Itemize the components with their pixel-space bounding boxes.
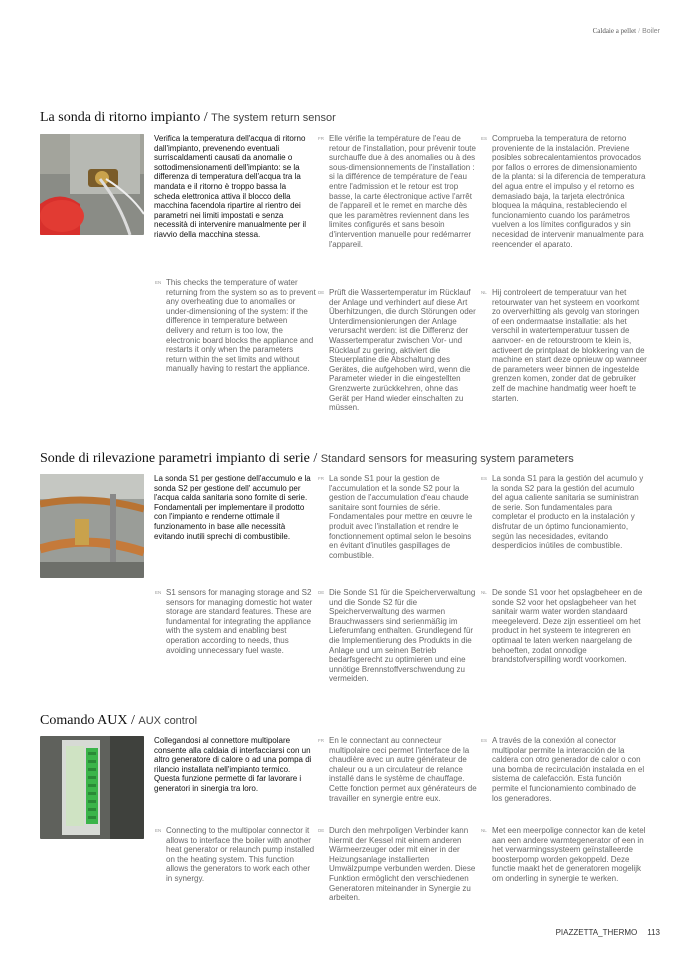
header-subtitle: Boiler — [642, 28, 660, 35]
page-number: 113 — [647, 928, 660, 937]
footer-brand: PIAZZETTA_THERMO — [555, 928, 638, 937]
standard-sensors-photo — [40, 474, 144, 578]
text-nl: NL Hij controleert de temperatuur van het retourwater van het systeem en voorkomt zo oververhitting als gevolg van storingen of een ondermaatse installatie: als het verschil in watertemperatuur tussen de aanvoer- en de retourstroom te klein is, activeert de printplaat de blokkering van de machine en start deze opnieuw op wanneer de parameters weer binnen de ingestelde grenzen komen, zonder dat de gebruiker zelf de machine handmatig weer hoeft te starten. — [481, 288, 647, 403]
text-en: EN This checks the temperature of water returning from the system so as to prevent any overheating due to anomalies or under-dimensioning of the system: if the difference in temperature between delivery and return is too low, the electronic board blocks the appliance and restarts it only when the parameters return within the set limits and without manually having to restart the appliance. — [155, 278, 316, 374]
section-standard-sensors — [40, 451, 650, 684]
return-sensor-photo — [40, 134, 144, 235]
section-aux-control — [40, 713, 650, 903]
text-nl: NL De sonde S1 voor het opslagbeheer en de sonde S2 voor het opslagbeheer van het sanitair warm water worden standaard meegeleverd. Deze zijn essentieel om het product in het systeem te integreren en optimaal te laten werken naargelang de behoeften, zodat onnodige brandstofverspilling wordt voorkomen. — [481, 588, 643, 665]
text-en: EN Connecting to the multipolar connector it allows to interface the boiler with another heat generator or relaunch pump installed on the heating system. This function allows the generators to work each other in synergy. — [155, 826, 315, 883]
section-title: La sonda di ritorno impianto / The system return sensor — [40, 110, 336, 125]
aux-control-photo — [40, 736, 144, 839]
text-fr: FR La sonde S1 pour la gestion de l'accumulation et la sonde S2 pour la gestion de l'accumulation d'eau chaude sanitaire sont fournies de série. Fondamentales pour mettre en œuvre le produit avec l'installation et rendre le fonctionnement optimal selon le besoins en évitant d'inutiles gaspillages de combustible. — [318, 474, 473, 560]
text-de: DE Prüft die Wassertemperatur im Rücklauf der Anlage und verhindert auf diese Art Überhitzungen, die durch Störungen oder Unterdimensionierungen der Anlage verursacht werden: ist die Differenz der Wassertemperatur zwischen Vor- und Rücklauf zu gering, aktiviert die Steuerplatine die Abschaltung des Gerätes, die aufgehoben wird, wenn die Parameter wieder in die eingestellten Grenzwerte zurückkehren, ohne das Gerät per Hand wieder einschalten zu müssen. — [318, 288, 476, 413]
text-es: ES Comprueba la temperatura de retorno proveniente de la instalación. Previene posibles sobrecalentamientos provocados por fallos o errores de dimensionamiento de la planta: si la diferencia de temperatura del agua entre el impulso y el retorno es demasiado baja, la tarjeta electrónica bloquea la máquina, restableciendo el funcionamiento cuando los parámetros vuelven a los límites configurados y sin necesidad de intervenir manualmente para reencender el aparato. — [481, 134, 646, 249]
text-es: ES A través de la conexión al conector multipolar permite la interacción de la caldera con otro generador de calor o con una bomba de recirculación instalada en el sistema de calefacción. Esta función permite el funcionamiento combinado de los generadores. — [481, 736, 645, 803]
text-nl: NL Met een meerpolige connector kan de ketel aan een andere warmtegenerator of een in het verwarmingssysteem geïnstalleerde boosterpomp worden gekoppeld. Deze functie maakt het de generatoren mogelijk om onderling in synergie te werken. — [481, 826, 646, 883]
text-es: ES La sonda S1 para la gestión del acumulo y la sonda S2 para la gestión del acumulo del agua caliente sanitaria se suministran de serie. Son fundamentales para completar el producto en la instalación y disfrutar de un óptimo funcionamiento, según las necesidades, evitando desperdicios inútiles de combustible. — [481, 474, 644, 551]
section-return-sensor — [40, 110, 650, 413]
section-title: Sonde di rilevazione parametri impianto di serie / Standard sensors for measuring system parameters — [40, 451, 574, 466]
page-footer — [556, 928, 660, 937]
section-title: Comando AUX / AUX control — [40, 713, 198, 728]
text-it: Verifica la temperatura dell'acqua di ritorno dall'impianto, prevenendo eventuali surriscaldamenti causati da anomalie o sottodimensionamenti dell'impianto: se la differenza di temperatura dell'acqua tra la mandata e il ritorno è troppo bassa la scheda elettronica attiva il blocco della macchina facendola ripartire al rientro dei parametri nei limiti impostati e senza necessità di intervenire manualmente per il riavvio della macchina stessa. — [154, 134, 307, 239]
text-de: DE Durch den mehrpoligen Verbinder kann hiermit der Kessel mit einem anderen Wärmeerzeuger oder mit einer in der Heizungsanlage installierten Umwälzpumpe verbunden werden. Diese Funktion ermöglicht den verschiedenen Generatoren miteinander in Synergie zu arbeiten. — [318, 826, 476, 903]
text-de: DE Die Sonde S1 für die Speicherverwaltung und die Sonde S2 für die Speicherverwaltung des warmen Brauchwassers sind serienmäßig im Lieferumfang enthalten. Grundlegend für die Implementierung des Produkts in die Anlage und um seinen Betrieb bedarfsgerecht zu optimieren und eine unnötige Brennstoffverschwendung zu vermeiden. — [318, 588, 476, 684]
page-header: Caldaie a pellet / Boiler — [592, 27, 660, 35]
text-fr: FR En le connectant au connecteur multipolaire ceci permet l'interface de la chaudière avec un autre générateur de chaleur ou a un circulateur de relance installé dans le système de chauffage. Cette fonction permet aux générateurs de travailler en synergie entre eux. — [318, 736, 477, 803]
text-it: La sonda S1 per gestione dell'accumulo e la sonda S2 per gestione dell' accumulo per l'acqua calda sanitaria sono fornite di serie. Fondamentali per implementare il prodotto con l'impianto e renderne ottimale il funzionamento in base alle necessità evitando inutili sprechi di combustibile. — [154, 474, 311, 541]
text-fr: FR Elle vérifie la température de l'eau de retour de l'installation, pour prévenir toute surchauffe due à des anomalies ou à des sous-dimensionnements de l'installation : si la différence de température de l'eau entre l'admission et le retour est trop basse, la carte électronique active l'arrêt de l'appareil et le remet en marche dès que les paramètres reviennent dans les limites configurés et sans besoin d'intervention manuelle pour redémarrer l'appareil. — [318, 134, 476, 249]
text-it: Collegandosi al connettore multipolare consente alla caldaia di interfacciarsi con un altro generatore di calore o ad una pompa di rilancio installata nell'impianto termico. Questa funzione permette di far lavorare i generatori in sinergia tra loro. — [154, 736, 312, 793]
header-title: Caldaie a pellet — [592, 27, 637, 35]
text-en: EN S1 sensors for managing storage and S2 sensors for managing domestic hot water storage are standard features. These are fundamental for integrating the appliance with the system and enabling best operation according to needs, thus avoiding unnecessary fuel waste. — [155, 588, 313, 655]
